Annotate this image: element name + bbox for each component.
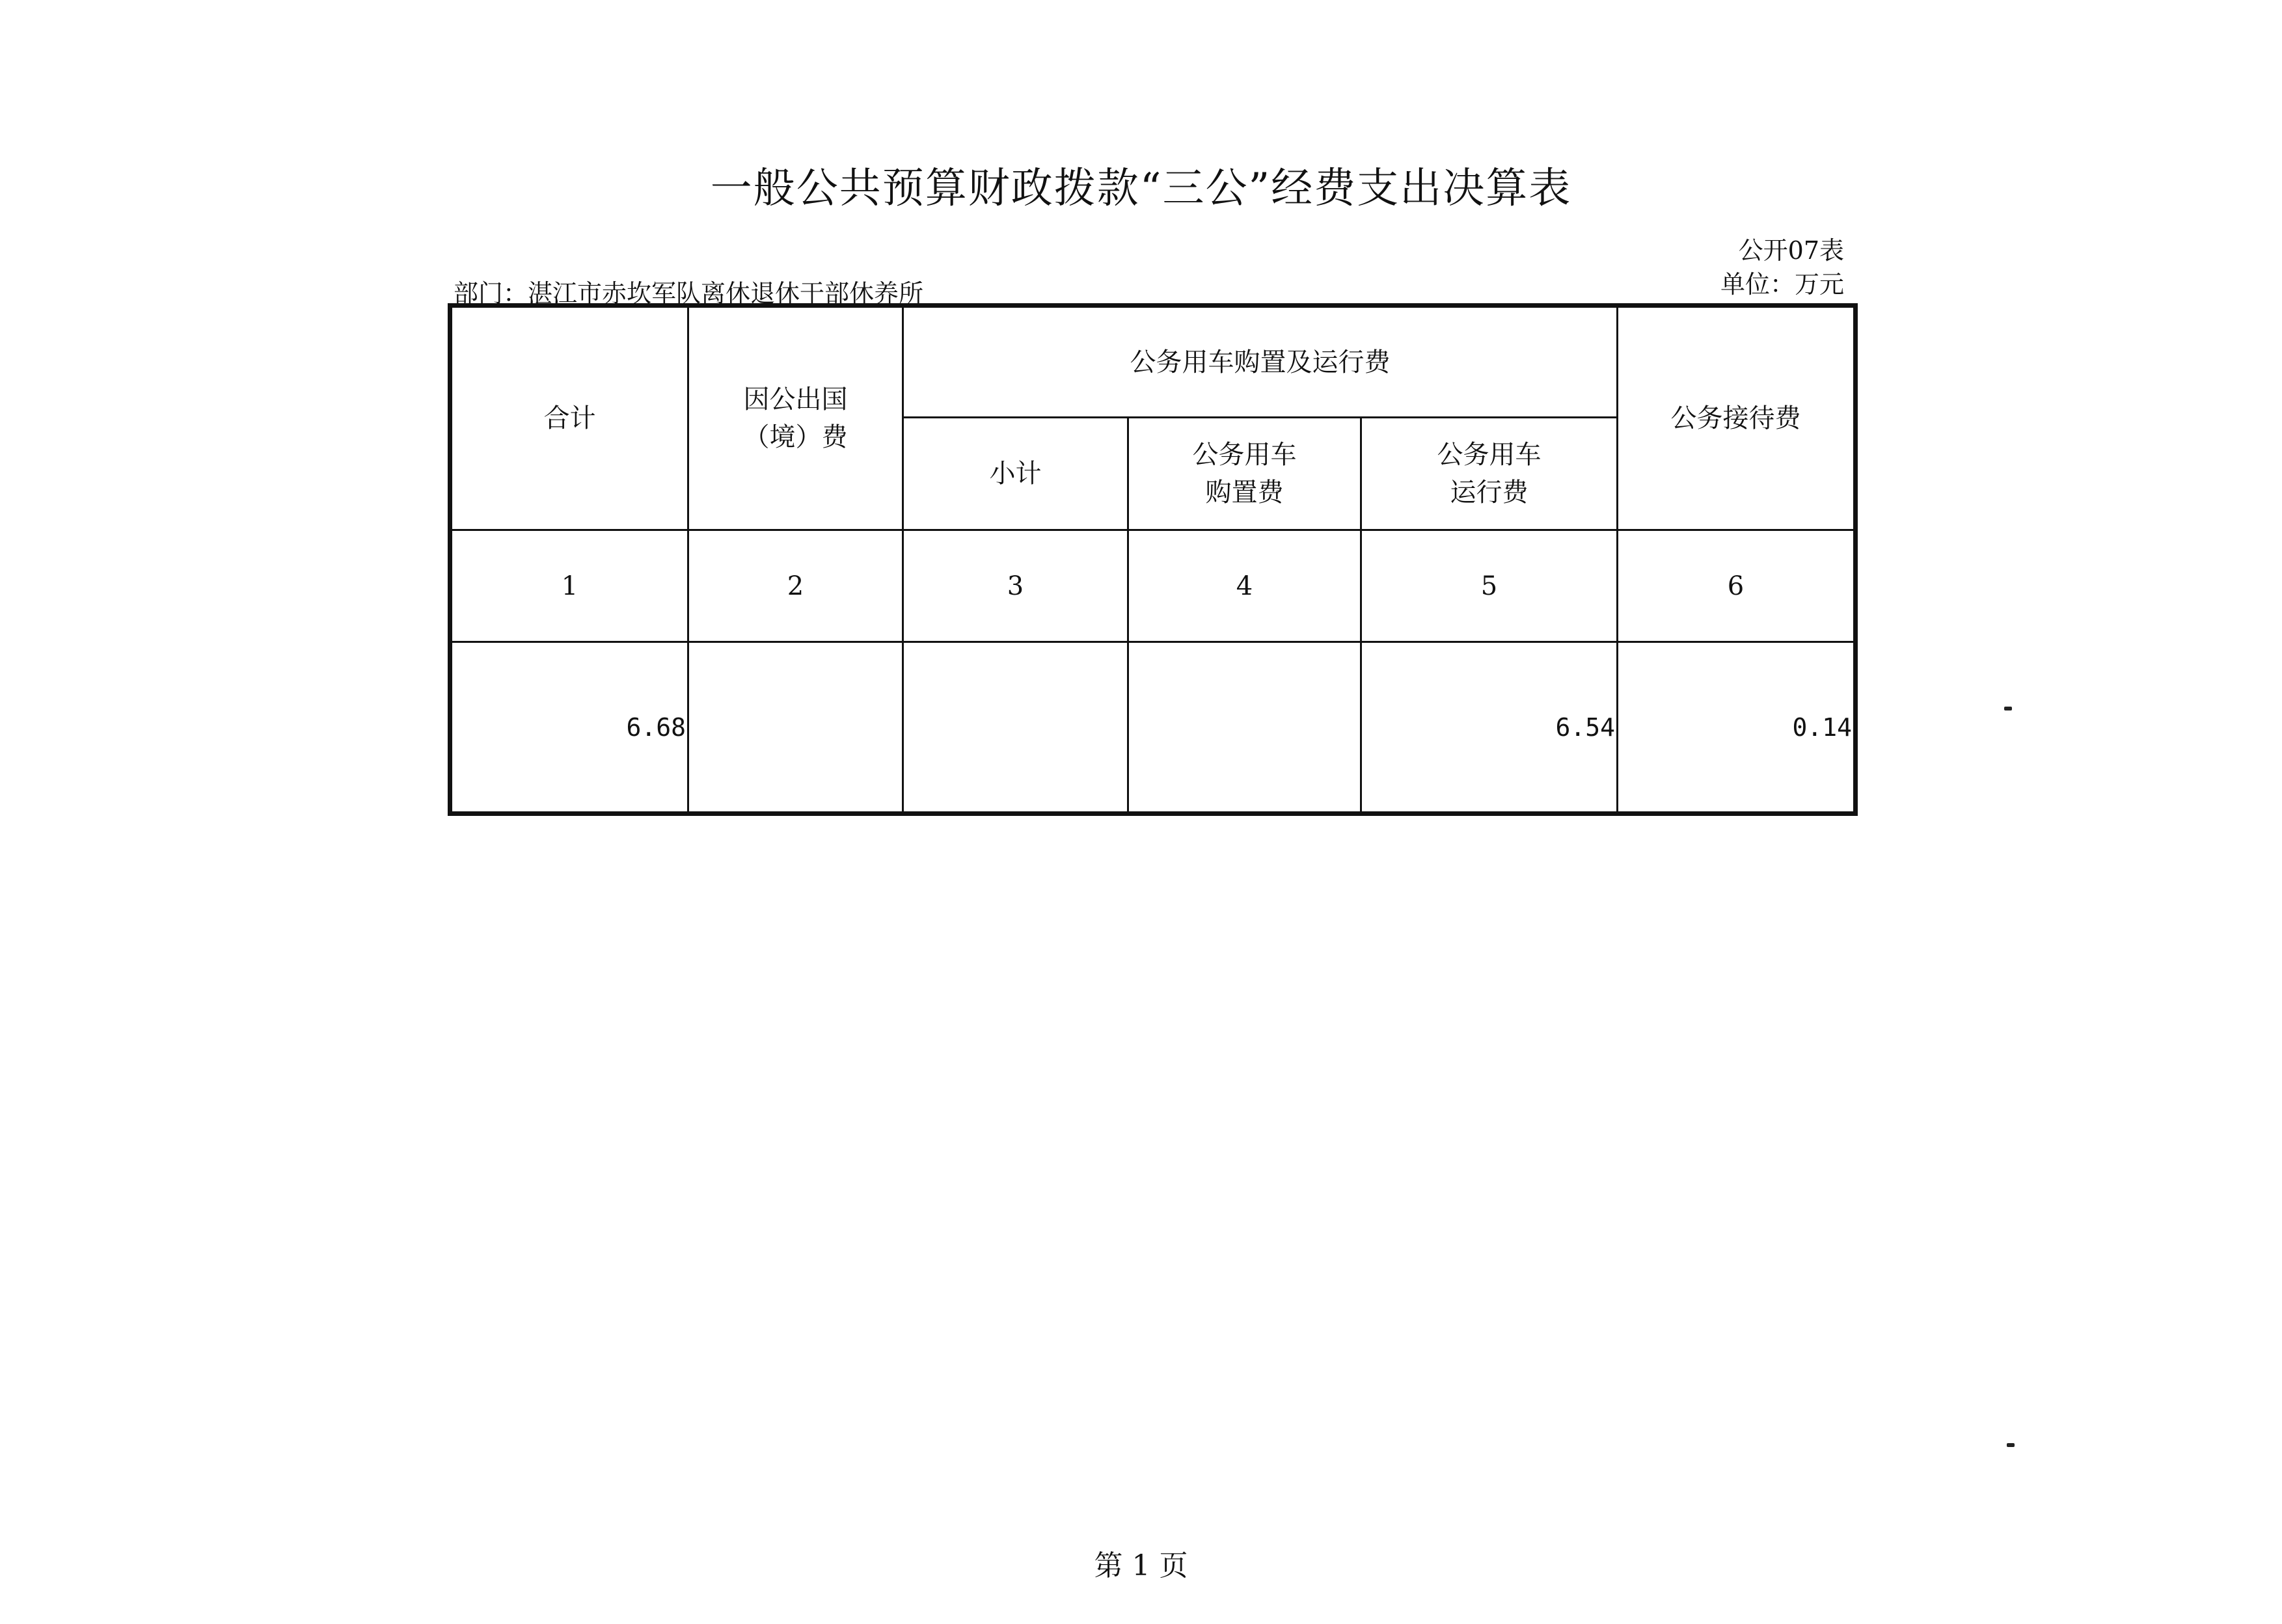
value-abroad (688, 642, 903, 814)
expense-table (448, 303, 1858, 816)
form-number: 公开07表 (1738, 236, 1844, 265)
scan-speck (2004, 707, 2012, 710)
page-title: 一般公共预算财政拨款“三公”经费支出决算表 (710, 165, 1572, 213)
header-vehicle-operation (1361, 418, 1618, 530)
header-abroad-text: 因公出国（境）费 (743, 384, 848, 452)
value-reception: 0.14 (1618, 642, 1856, 814)
header-vehicle-purchase (1128, 418, 1361, 530)
page-number: 第 1 页 (1094, 1549, 1188, 1582)
header-abroad (688, 306, 903, 530)
header-vehicle-group: 公务用车购置及运行费 (903, 306, 1618, 418)
value-vehicle-subtotal (903, 642, 1128, 814)
department-label: 部门：湛江市赤坎军队离休退休干部休养所 (454, 279, 924, 308)
unit-label: 单位：万元 (1720, 270, 1844, 299)
value-vehicle-purchase (1128, 642, 1361, 814)
index-cell: 2 (688, 530, 903, 642)
index-cell: 6 (1618, 530, 1856, 642)
value-total: 6.68 (450, 642, 688, 814)
index-cell: 5 (1361, 530, 1618, 642)
value-vehicle-operation: 6.54 (1361, 642, 1618, 814)
header-vehicle-subtotal: 小计 (903, 418, 1128, 530)
header-reception: 公务接待费 (1618, 306, 1856, 530)
header-vehicle-purchase-text: 公务用车购置费 (1192, 440, 1297, 508)
index-cell: 3 (903, 530, 1128, 642)
value-row (450, 642, 1856, 814)
index-cell: 4 (1128, 530, 1361, 642)
header-total: 合计 (450, 306, 688, 530)
scan-speck (2007, 1443, 2015, 1447)
index-row (450, 530, 1856, 642)
header-row-1 (450, 306, 1856, 418)
header-vehicle-operation-text: 公务用车运行费 (1437, 440, 1542, 508)
index-cell: 1 (450, 530, 688, 642)
